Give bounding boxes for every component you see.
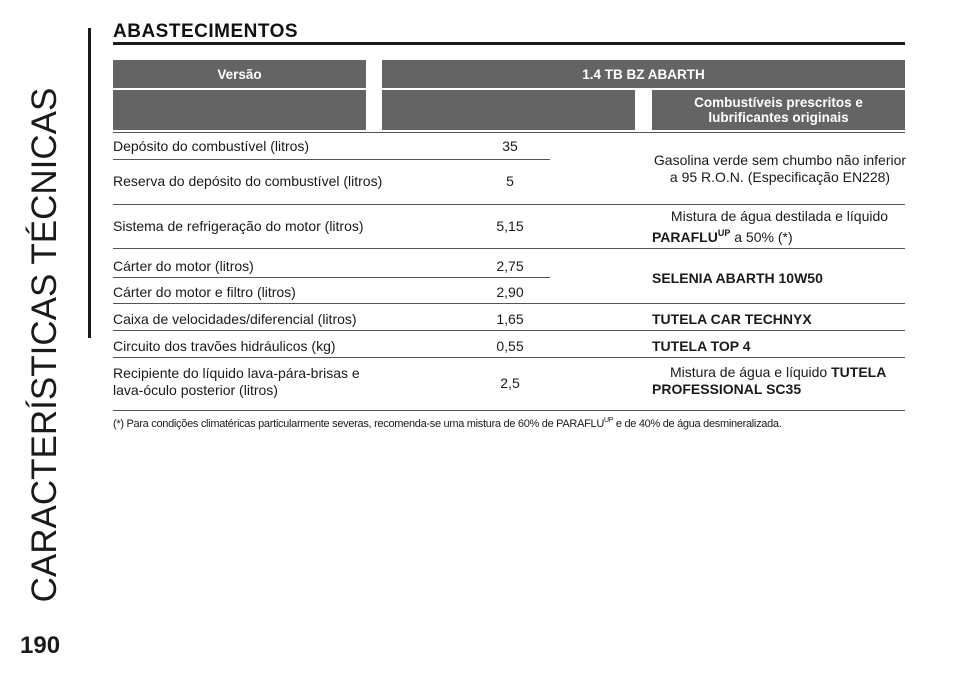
footnote: [113, 417, 782, 430]
row-divider: [113, 159, 550, 160]
fluid-coolant-line1: Mistura de água destilada e líquido: [670, 208, 889, 224]
fluid-fuel: Gasolina verde sem chumbo não inferior a 95 R.O.N. (Especificação EN228): [653, 152, 907, 185]
header-version-label: [113, 60, 366, 88]
side-divider: [88, 28, 91, 338]
table-row-item: Sistema de refrigeração do motor (litros): [113, 217, 364, 234]
row-divider: [113, 330, 905, 331]
header-version-value: [382, 60, 905, 88]
header-version-value-text: 1.4 TB BZ ABARTH: [582, 66, 705, 82]
fluid-coolant-brand-sup: UP: [717, 228, 731, 238]
row-divider: [113, 357, 905, 358]
row-divider: [113, 277, 550, 278]
row-divider: [113, 410, 905, 411]
title-divider: [113, 42, 905, 45]
table-row-item: Cárter do motor (litros): [113, 257, 254, 274]
footnote-sup: UP: [603, 417, 614, 424]
page-title: ABASTECIMENTOS: [113, 21, 299, 42]
fluid-gearbox-oil: TUTELA CAR TECHNYX: [652, 310, 812, 327]
fluid-coolant: [652, 208, 907, 244]
table-row-item: Reserva do depósito do combustível (litros): [113, 172, 383, 189]
fluid-washer-brand: TUTELA PROFESSIONAL SC35: [652, 364, 886, 397]
table-row-value: 1,65: [496, 310, 524, 327]
fluid-coolant-ratio: a 50% (*): [734, 229, 793, 245]
footnote-text-end: e de 40% de água desmineralizada.: [615, 418, 782, 430]
footnote-text: (*) Para condições climatéricas particularmente severas, recomenda-se uma mistura de 60% de PARAFLU: [113, 418, 604, 430]
row-divider: [113, 303, 905, 304]
header-fluids-label-text: Combustíveis prescritos e lubrificantes originais: [694, 95, 863, 125]
fluid-washer-text: Mistura de água e líquido: [670, 364, 828, 380]
table-row-item: Circuito dos travões hidráulicos (kg): [113, 337, 336, 354]
table-row-value: 0,55: [496, 337, 524, 354]
header-fluids-label: [652, 90, 905, 130]
row-divider: [113, 204, 905, 205]
table-row-item: Depósito do combustível (litros): [113, 137, 310, 154]
table-row-item: Recipiente do líquido lava-pára-brisas e lava-óculo posterior (litros): [113, 365, 360, 398]
table-row-item: Cárter do motor e filtro (litros): [113, 283, 296, 300]
fluid-washer: [652, 364, 907, 400]
section-side-title-text: CARACTERÍSTICAS TÉCNICAS: [25, 87, 64, 603]
page-number: 190: [20, 632, 61, 659]
fluid-engine-oil: SELENIA ABARTH 10W50: [652, 269, 823, 286]
table-row-value: 2,75: [496, 257, 524, 274]
table-row-item: Caixa de velocidades/diferencial (litros): [113, 310, 357, 327]
fluid-coolant-brand: PARAFLU: [652, 229, 718, 245]
header-version-label-text: Versão: [217, 66, 262, 82]
row-divider: [113, 132, 905, 133]
fluid-coolant-line2: [652, 225, 907, 246]
table-row-value: 2,5: [500, 374, 520, 391]
header-blank-item: [113, 90, 366, 130]
table-row-value: 2,90: [496, 283, 524, 300]
header-blank-value: [382, 90, 635, 130]
row-divider: [113, 248, 905, 249]
table-row-value: 5: [506, 172, 514, 189]
table-row-value: 5,15: [496, 217, 524, 234]
table-row-value: 35: [502, 137, 518, 154]
fluid-brake: TUTELA TOP 4: [652, 337, 751, 354]
